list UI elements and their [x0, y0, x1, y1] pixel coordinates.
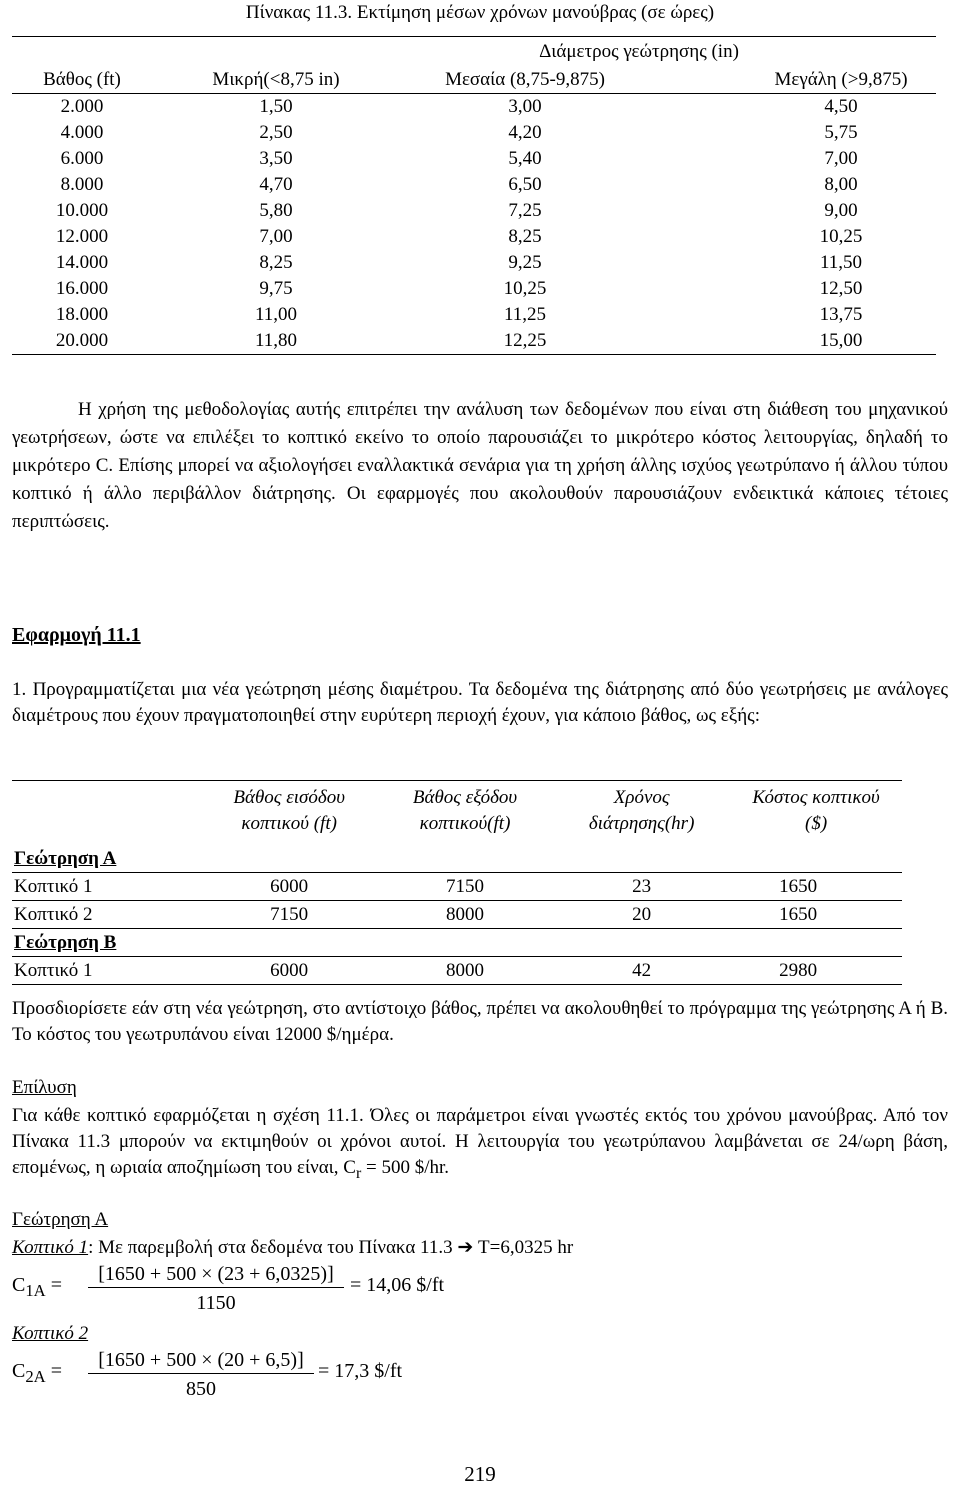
- bit2-label: Κοπτικό 2: [12, 1323, 89, 1344]
- diameter-group-header: Διάμετρος γεώτρησης (in): [539, 41, 739, 62]
- arrow-icon: ➔: [457, 1237, 474, 1258]
- bit1-label: Κοπτικό 1: [12, 1237, 89, 1258]
- formula-c1a: $C_{1A}$ = $\frac{[1650 + 500 \times (23 + 6,0325)]}{1150}$ = 14,06 $/ft: [12, 1261, 612, 1321]
- formula2-fraction: $\frac{[1650 + 500 \times (20 + 6,5)]}{850}$: [88, 1347, 314, 1404]
- col-header-drill-time: Χρόνος διάτρησης(hr): [588, 787, 695, 834]
- col-header-bit-cost: Κόστος κοπτικού ($): [752, 787, 880, 834]
- col-header-depth: Βάθος (ft): [12, 67, 152, 94]
- table-row: Κοπτικό 2 7150 8000 20 1650: [12, 901, 902, 929]
- col-header-large: Μεγάλη (>9,875): [650, 67, 936, 94]
- table-header-row: [12, 67, 936, 94]
- well-a-heading: Γεώτρηση Α: [12, 1209, 109, 1230]
- well-b-label: Γεώτρηση Β: [12, 929, 202, 957]
- table-row: 4.000 2,50 4,20 5,75: [60, 122, 858, 143]
- body-paragraph-solution: Για κάθε κοπτικό εφαρμόζεται η σχέση 11.1. Όλες οι παράμετροι είναι γνωστές εκτός του χρόνου μανούβρας. Από τον Πίνακα 11.3 μπορούν να εκτιμηθούν οι χρόνοι αυτοί. Η λειτουργία του γεωτρύπανου λαμβάνεται σε 24/ωρη βάση, επομένως, η ωριαία αποζημίωση του είναι, $C_r = 500$ $/hr.: [12, 1105, 948, 1182]
- table-row: 8.000 4,70 6,50 8,00: [60, 174, 858, 195]
- table-row: 20.000 11,80 12,25 15,00: [12, 328, 936, 355]
- table-group-header-row: [12, 37, 936, 68]
- table-row: 2.000 1,50 3,00 4,50: [60, 96, 858, 117]
- trip-time-table: [12, 36, 936, 355]
- col-header-entry-depth: Βάθος εισόδου κοπτικού (ft): [233, 787, 345, 834]
- table-row: 14.000 8,25 9,25 11,50: [55, 252, 863, 273]
- table-row: Κοπτικό 1 6000 8000 42 2980: [12, 957, 902, 985]
- well-b-row: [12, 929, 902, 957]
- well-a-row: [12, 845, 902, 873]
- table-header-row: [12, 781, 902, 846]
- table-row: 18.000 11,00 11,25 13,75: [55, 304, 863, 325]
- table-row: Κοπτικό 1 6000 7150 23 1650: [12, 873, 902, 901]
- formula1-fraction: $\frac{[1650 + 500 \times (23 + 6,0325)]}{1150}$: [88, 1261, 344, 1318]
- formula-c2a: $C_{2A}$ = $\frac{[1650 + 500 \times (20 + 6,5)]}{850}$ = 17,3 $/ft: [12, 1347, 612, 1407]
- page-number: 219: [464, 1462, 496, 1486]
- body-paragraph-methodology: Η χρήση της μεθοδολογίας αυτής επιτρέπει την ανάλυση των δεδομένων που είναι στη διάθεση του μηχανικού γεωτρήσεων, ώστε να επιλέξει το κοπτικό εκείνο το οποίο παρουσιάζει το μικρότερο κόστος λειτουργίας, δηλαδή το μικρότερο C. Επίσης μπορεί να αξιολογήσει εναλλακτικά σενάρια για τη χρήση άλλης ισχύος γεωτρύπανο ή άλλου τύπου κοπτικό ή άλλο περιβάλλον διάτρησης. Οι εφαρμογές που ακολουθούν παρουσιάζουν ενδεικτικά κάποιες τέτοιες περιπτώσεις.: [12, 399, 948, 532]
- bit-data-table: [12, 780, 902, 985]
- col-header-exit-depth: Βάθος εξόδου κοπτικού(ft): [412, 787, 518, 834]
- table-row: 16.000 9,75 10,25 12,50: [55, 278, 863, 299]
- bit1-line: Κοπτικό 1: Με παρεμβολή στα δεδομένα του Πίνακα 11.3 ➔ T=6,0325 hr: [12, 1237, 574, 1258]
- col-header-small: Μικρή(<8,75 in): [152, 67, 400, 94]
- table-row: 10.000 5,80 7,25 9,00: [55, 200, 858, 221]
- body-paragraph-problem: 1. Προγραμματίζεται μια νέα γεώτρηση μέσης διαμέτρου. Τα δεδομένα της διάτρησης από δύο γεωτρήσεις με ανάλογες διαμέτρους που έχουν πραγματοποιηθεί στην ευρύτερη περιοχή έχουν, για κάποιο βάθος, ως εξής:: [12, 679, 948, 726]
- solution-heading: Επίλυση: [12, 1077, 77, 1098]
- table-row: 12.000 7,00 8,25 10,25: [55, 226, 863, 247]
- table-title: Πίνακας 11.3. Εκτίμηση μέσων χρόνων μανούβρας (σε ώρες): [245, 2, 715, 23]
- col-header-medium: Μεσαία (8,75-9,875): [400, 67, 650, 94]
- application-heading: Εφαρμογή 11.1: [12, 624, 141, 646]
- body-paragraph-question: Προσδιορίσετε εάν στη νέα γεώτρηση, στο αντίστοιχο βάθος, πρέπει να ακολουθηθεί το πρόγραμμα της γεώτρησης Α ή Β. Το κόστος του γεωτρυπάνου είναι 12000 $/ημέρα.: [12, 998, 948, 1045]
- well-a-label: Γεώτρηση Α: [12, 845, 202, 873]
- table-row: 6.000 3,50 5,40 7,00: [60, 148, 858, 169]
